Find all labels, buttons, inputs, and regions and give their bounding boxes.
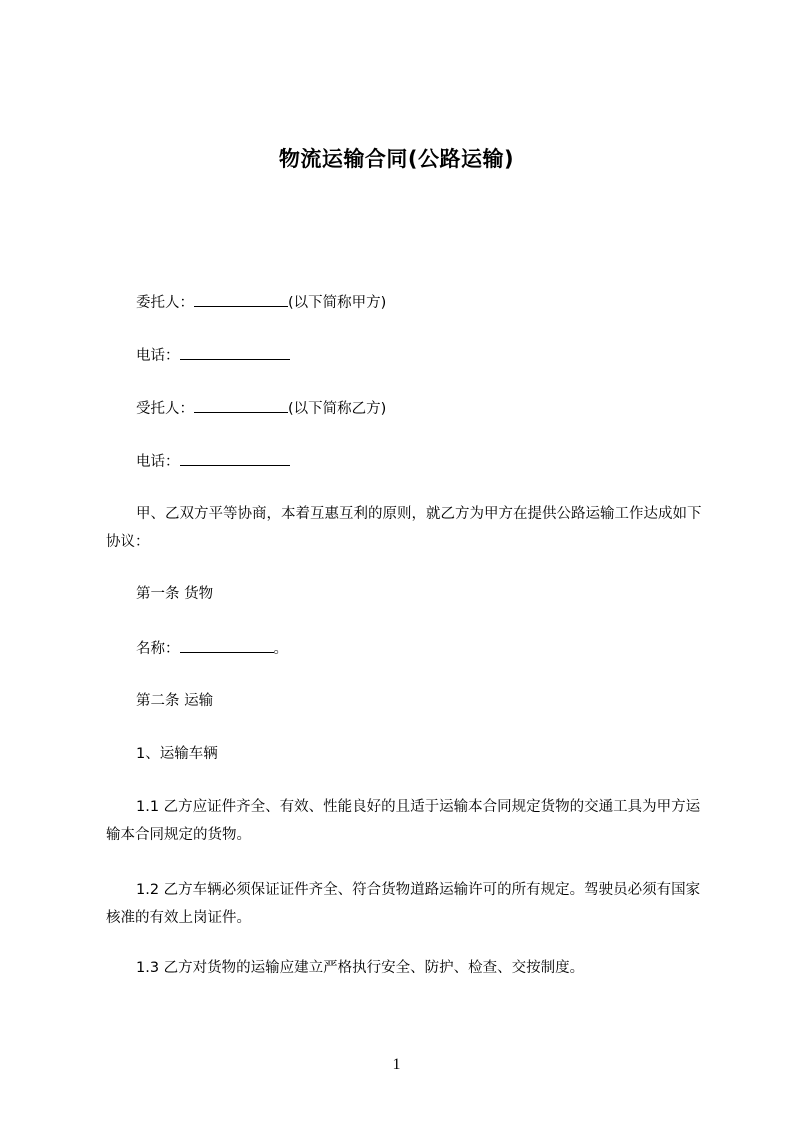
client-phone-label: 电话： — [136, 348, 180, 364]
client-suffix: (以下简称甲方) — [288, 295, 387, 311]
contractor-phone-label: 电话： — [136, 454, 180, 470]
client-blank — [194, 292, 288, 307]
client-phone-line — [136, 345, 290, 366]
contractor-line — [136, 398, 386, 419]
contractor-blank — [194, 398, 288, 413]
clause-1-2: 1.2 乙方车辆必须保证证件齐全、符合货物道路运输许可的所有规定。驾驶员必须有国家核准的有效上岗证件。 — [106, 882, 701, 926]
contractor-phone-blank — [180, 451, 290, 466]
contractor-suffix: (以下简称乙方) — [288, 401, 387, 417]
document-title: 物流运输合同(公路运输) — [278, 147, 515, 171]
article1-name-label: 名称： — [136, 641, 180, 657]
contractor-label: 受托人： — [136, 401, 194, 417]
client-phone-blank — [180, 345, 290, 360]
article1-heading: 第一条 货物 — [136, 586, 214, 602]
intro-paragraph: 甲、乙双方平等协商，本着互惠互利的原则，就乙方为甲方在提供公路运输工作达成如下协议： — [106, 506, 702, 550]
page-number: 1 — [392, 1056, 401, 1073]
article2-sub1: 1、运输车辆 — [136, 746, 218, 762]
clause-1-1: 1.1 乙方应证件齐全、有效、性能良好的且适于运输本合同规定货物的交通工具为甲方运输本合同规定的货物。 — [106, 799, 701, 843]
client-line — [136, 292, 386, 313]
article2-heading: 第二条 运输 — [136, 693, 214, 709]
article1-name-blank — [180, 638, 274, 653]
article1-name-line — [136, 638, 288, 659]
contractor-phone-line — [136, 451, 290, 472]
clause-1-3: 1.3 乙方对货物的运输应建立严格执行安全、防护、检查、交按制度。 — [136, 960, 585, 976]
article1-name-suffix: 。 — [273, 641, 288, 657]
client-label: 委托人： — [136, 295, 194, 311]
